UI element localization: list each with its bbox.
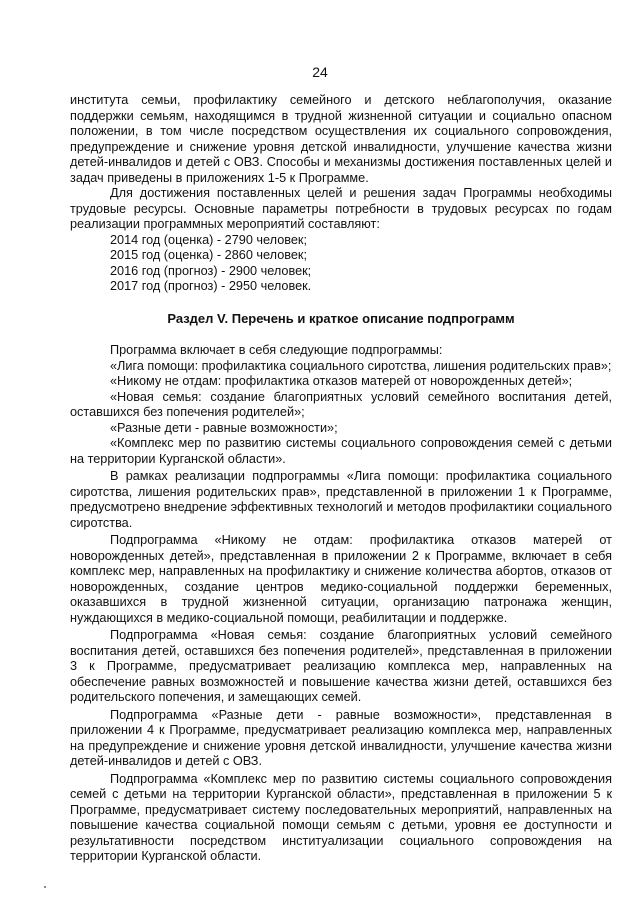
- subprogram-list-item: «Новая семья: создание благоприятных условий семейного воспитания детей, оставшихся без попечения родителей»;: [70, 389, 612, 419]
- subprogram-list-item: «Разные дети - равные возможности»;: [110, 420, 338, 435]
- page-number: 24: [312, 64, 328, 80]
- scan-dot-mark: [44, 886, 46, 888]
- subprograms-intro: Программа включает в себя следующие подпрограммы:: [110, 343, 443, 357]
- subprogram-description-4: Подпрограмма «Разные дети - равные возможности», представленная в приложении 4 к Программе, предусматривает реализацию комплекса мер, направленных на предупреждение и снижение уровня детской инвалидности, улучшение качества жизни детей-инвалидов и детей с ОВЗ.: [70, 707, 612, 768]
- paragraph-continuation: института семьи, профилактику семейного и детского неблагополучия, оказание поддержки семьям, находящимся в трудной жизненной ситуации и социально опасном положении, в том числе посредством осуществления их социального сопровождения, предупреждение и снижение уровня детской инвалидности, улучшение качества жизни детей-инвалидов и детей с ОВЗ. Способы и механизмы достижения поставленных целей и задач приведены в приложениях 1-5 к Программе.: [70, 93, 612, 185]
- labor-year-2015: 2015 год (оценка) - 2860 человек;: [110, 248, 307, 262]
- subprogram-description-2: Подпрограмма «Никому не отдам: профилактика отказов матерей от новорожденных детей», представленная в приложении 2 к Программе, включает в себя комплекс мер, направленных на профилактику и снижение количества абортов, отказов от новорожденных, создание центров медико-социальной поддержки беременных, оказавшихся в трудной жизненной ситуации, организацию патронажа женщин, нуждающихся в медико-социальной помощи, реабилитации и поддержке.: [70, 533, 612, 625]
- labor-year-2014: 2014 год (оценка) - 2790 человек;: [110, 232, 307, 247]
- labor-year-2016: 2016 год (прогноз) - 2900 человек;: [110, 263, 312, 278]
- subprogram-description-3: Подпрограмма «Новая семья: создание благоприятных условий семейного воспитания детей, оставшихся без попечения родителей», представленная в приложении 3 к Программе, предусматривает реализацию комплекса мер, направленных на обеспечение равных возможностей и повышение качества жизни детей, оставшихся без родительского попечения, и замещающих семей.: [70, 628, 612, 704]
- subprogram-description-5: Подпрограмма «Комплекс мер по развитию системы социального сопровождения семей с детьми на территории Курганской области», представленная в приложении 5 к Программе, предусматривает систему последовательных мероприятий, направленных на повышение качества социальной помощи семьям с детьми, уровня ее доступности и результативности посредством институализации социального сопровождения на территории Курганской области.: [70, 771, 612, 863]
- paragraph-labor-resources: Для достижения поставленных целей и решения задач Программы необходимы трудовые ресурсы. Основные параметры потребности в трудовых ресурсах по годам реализации программных мероприятий составляют:: [70, 186, 612, 231]
- labor-year-2017: 2017 год (прогноз) - 2950 человек.: [110, 279, 312, 293]
- subprogram-list-item: «Лига помощи: профилактика социального сиротства, лишения родительских прав»;: [110, 358, 612, 373]
- subprogram-list-item: «Никому не отдам: профилактика отказов матерей от новорожденных детей»;: [110, 374, 573, 388]
- section-heading: Раздел V. Перечень и краткое описание подпрограмм: [167, 310, 515, 326]
- subprogram-description-1: В рамках реализации подпрограммы «Лига помощи: профилактика социального сиротства, лишения родительских прав», представленной в приложении 1 к Программе, предусмотрено внедрение эффективных технологий и методов профилактики социального сиротства.: [70, 469, 612, 530]
- document-body: [70, 93, 612, 865]
- subprogram-list-item: «Комплекс мер по развитию системы социального сопровождения семей с детьми на территории Курганской области».: [70, 436, 612, 466]
